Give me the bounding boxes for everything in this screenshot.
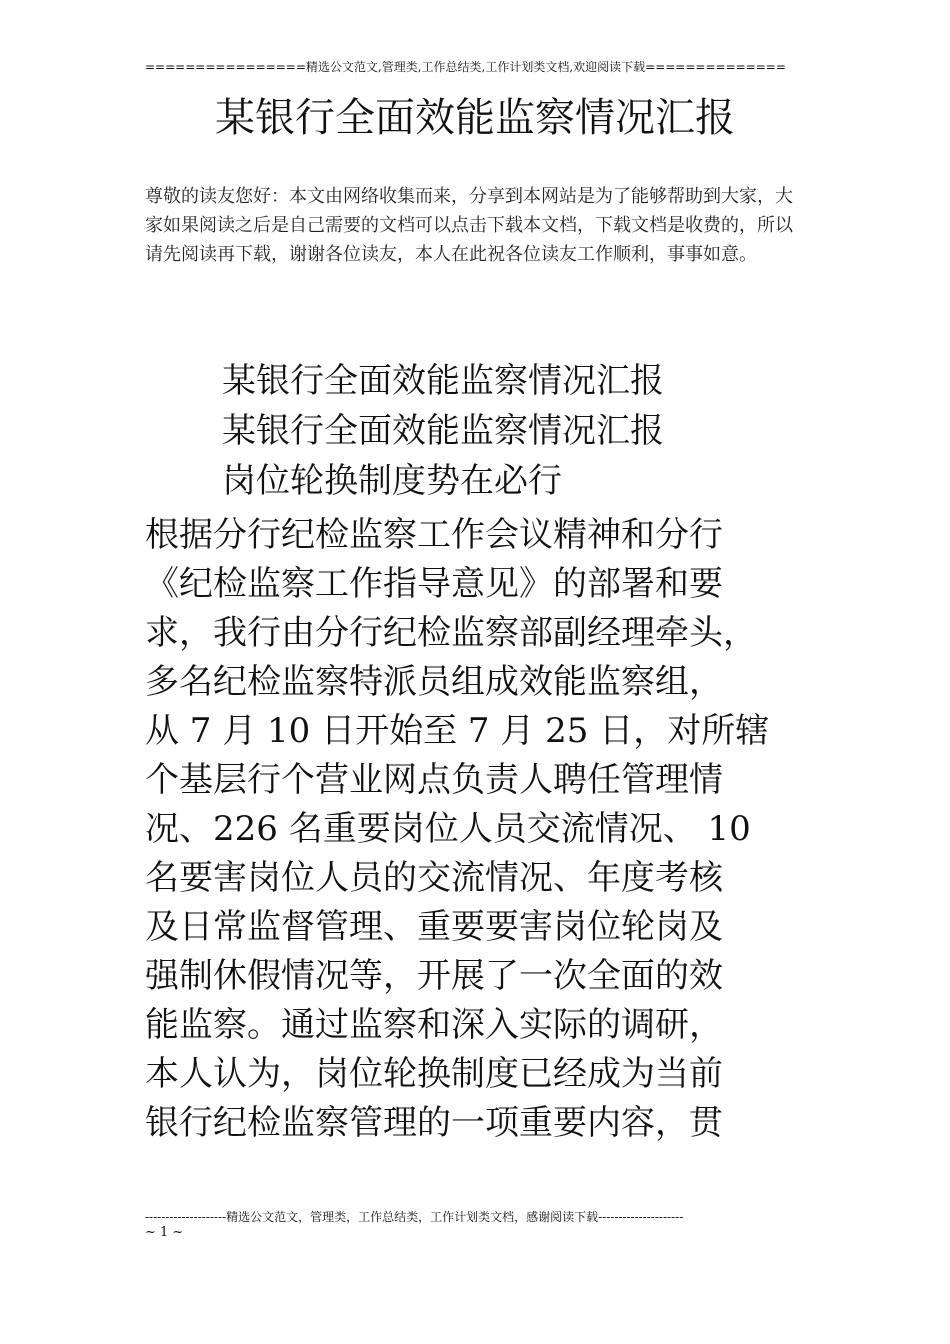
- body-text: [145, 511, 810, 1148]
- heading-line-3: 岗位轮换制度势在必行: [222, 461, 562, 501]
- body-line: 能监察。通过监察和深入实际的调研，: [145, 1005, 723, 1045]
- reader-notice: 尊敬的读友您好：本文由网络收集而来，分享到本网站是为了能够帮助到大家，大家如果阅读之后是自己需要的文档可以点击下载本文档，下载文档是收费的，所以请先阅读再下载，谢谢各位读友，本人在此祝各位读友工作顺利，事事如意。: [145, 186, 793, 265]
- body-line: 本人认为，岗位轮换制度已经成为当前: [145, 1054, 723, 1094]
- heading-line-2: 某银行全面效能监察情况汇报: [222, 411, 664, 451]
- body-line: 《纪检监察工作指导意见》的部署和要: [145, 564, 723, 604]
- body-line: 况、226 名重要岗位人员交流情况、 10: [145, 809, 751, 849]
- body-line: 个基层行个营业网点负责人聘任管理情: [145, 760, 723, 800]
- body-line: 求，我行由分行纪检监察部副经理牵头，: [145, 613, 757, 653]
- page-number: ~ 1 ~: [145, 1225, 184, 1240]
- document-title: 某银行全面效能监察情况汇报: [215, 95, 735, 141]
- body-line: 及日常监督管理、重要要害岗位轮岗及: [145, 907, 723, 947]
- body-line: 多名纪检监察特派员组成效能监察组，: [145, 662, 723, 702]
- body-line: 强制休假情况等，开展了一次全面的效: [145, 956, 723, 996]
- body-line: 名要害岗位人员的交流情况、年度考核: [145, 858, 723, 898]
- body-line: 根据分行纪检监察工作会议精神和分行: [145, 515, 723, 555]
- body-line: 从 7 月 10 日开始至 7 月 25 日，对所辖: [145, 711, 770, 751]
- header-banner: ================精选公文范文,管理类,工作总结类,工作计划类文档,欢迎阅读下载==============: [145, 60, 786, 74]
- heading-line-1: 某银行全面效能监察情况汇报: [222, 361, 664, 401]
- footer-banner: --------------------精选公文范文，管理类，工作总结类，工作计划类文档，感谢阅读下载---------------------: [145, 1210, 684, 1224]
- body-line: 银行纪检监察管理的一项重要内容，贯: [145, 1103, 723, 1143]
